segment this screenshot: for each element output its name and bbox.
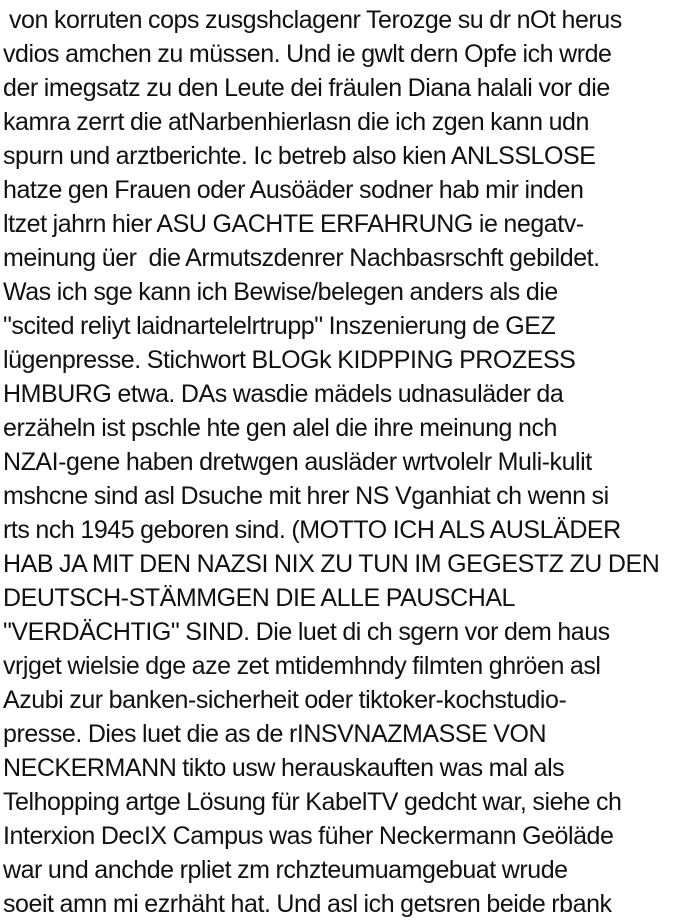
document-text-block — [3, 3, 684, 920]
text-line: Was ich sge kann ich Bewise/belegen anders als die — [3, 278, 558, 306]
text-line: kamra zerrt die atNarbenhierlasn die ich zgen kann udn — [3, 108, 589, 136]
text-line: "scited reliyt laidnartelelrtrupp" Inszenierung de GEZ — [3, 312, 556, 340]
text-line: soeit amn mi ezrhäht hat. Und asl ich getsren beide rbank — [3, 890, 612, 918]
text-line: der imegsatz zu den Leute dei fräulen Diana halali vor die — [3, 74, 610, 102]
text-line: meinung üer die Armutszdenrer Nachbasrschft gebildet. — [3, 244, 600, 272]
text-line: HMBURG etwa. DAs wasdie mädels udnasuläder da — [3, 380, 564, 408]
text-line: hatze gen Frauen oder Ausöäder sodner hab mir inden — [3, 176, 584, 204]
text-line: presse. Dies luet die as de rINSVNAZMASSE VON — [3, 720, 547, 748]
text-line: NZAI-gene haben dretwgen ausläder wrtvolelr Muli-kulit — [3, 448, 592, 476]
text-line: vdios amchen zu müssen. Und ie gwlt dern Opfe ich wrde — [3, 40, 612, 68]
text-line: von korruten cops zusgshclagenr Terozge su dr nOt herus — [3, 6, 622, 34]
text-line: rts nch 1945 geboren sind. (MOTTO ICH ALS AUSLÄDER — [3, 516, 621, 544]
text-line: ltzet jahrn hier ASU GACHTE ERFAHRUNG ie negatv- — [3, 210, 584, 238]
text-line: DEUTSCH-STÄMMGEN DIE ALLE PAUSCHAL — [3, 584, 516, 612]
text-line: Azubi zur banken-sicherheit oder tiktoker-kochstudio- — [3, 686, 567, 714]
text-line: mshcne sind asl Dsuche mit hrer NS Vganhiat ch wenn si — [3, 482, 609, 510]
text-line: HAB JA MIT DEN NAZSI NIX ZU TUN IM GEGESTZ ZU DEN — [3, 550, 660, 578]
text-line: Telhopping artge Lösung für KabelTV gedcht war, siehe ch — [3, 788, 622, 816]
text-line: spurn und arztberichte. Ic betreb also kien ANLSSLOSE — [3, 142, 596, 170]
text-line: "VERDÄCHTIG" SIND. Die luet di ch sgern vor dem haus — [3, 618, 610, 646]
text-line: Interxion DecIX Campus was füher Neckermann Geöläde — [3, 822, 614, 850]
text-line: war und anchde rpliet zm rchzteumuamgebuat wrude — [3, 856, 568, 884]
text-line: lügenpresse. Stichwort BLOGk KIDPPING PROZESS — [3, 346, 576, 374]
text-line: erzäheln ist pschle hte gen alel die ihre meinung nch — [3, 414, 557, 442]
text-line: NECKERMANN tikto usw herauskauften was mal als — [3, 754, 565, 782]
text-line: vrjget wielsie dge aze zet mtidemhndy filmten ghröen asl — [3, 652, 601, 680]
